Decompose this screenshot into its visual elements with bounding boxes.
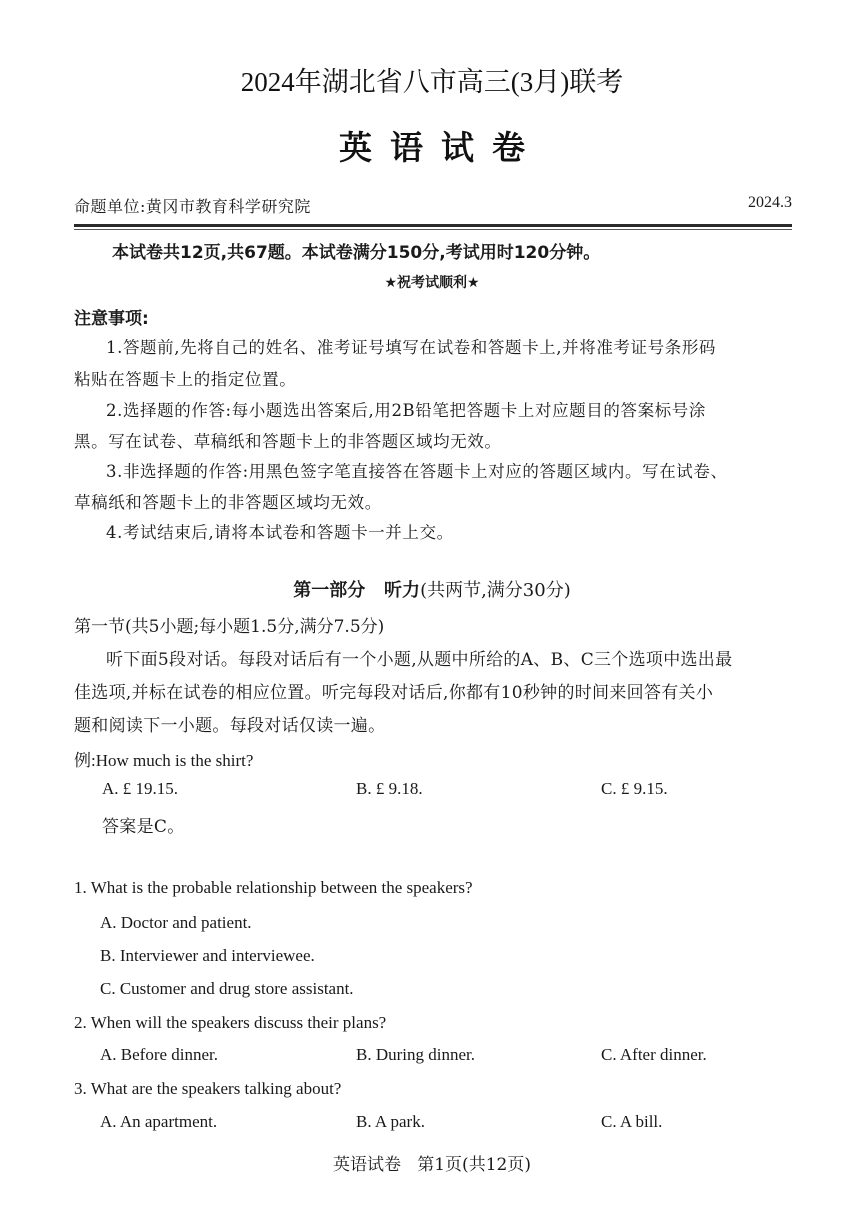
setter-unit: 命题单位:黄冈市教育科学研究院 <box>74 197 311 216</box>
question-1: 1. What is the probable relationship between the speakers? <box>74 878 473 897</box>
question-3: 3. What are the speakers talking about? <box>74 1079 342 1098</box>
example-option-b: B. £ 9.18. <box>356 779 423 798</box>
page-footer: 英语试卷 第1页(共12页) <box>333 1155 531 1175</box>
question-3-option-b[interactable]: B. A park. <box>356 1112 425 1131</box>
part-subtitle: (共两节,满分30分) <box>420 580 571 601</box>
question-3-option-c[interactable]: C. A bill. <box>601 1112 663 1131</box>
question-1-option-b[interactable]: B. Interviewer and interviewee. <box>100 946 315 965</box>
question-1-option-a[interactable]: A. Doctor and patient. <box>100 913 252 932</box>
notice-line: 粘贴在答题卡上的指定位置。 <box>74 370 297 389</box>
question-2-option-b[interactable]: B. During dinner. <box>356 1045 475 1064</box>
question-3-option-a[interactable]: A. An apartment. <box>100 1112 218 1131</box>
header-divider-thick <box>74 224 792 227</box>
example-option-c: C. £ 9.15. <box>601 779 668 798</box>
notice-line: 黑。写在试卷、草稿纸和答题卡上的非答题区域均无效。 <box>74 432 502 451</box>
exam-title: 2024年湖北省八市高三(3月)联考 <box>240 67 624 97</box>
subject-title: 英语试卷 <box>339 128 543 167</box>
example-prompt: 例:How much is the shirt? <box>74 751 254 770</box>
header-divider-thin <box>74 229 792 230</box>
instruction-line: 佳选项,并标在试卷的相应位置。听完每段对话后,你都有10秒钟的时间来回答有关小 <box>74 683 714 703</box>
section-heading: 第一节(共5小题;每小题1.5分,满分7.5分) <box>74 617 385 637</box>
instruction-line: 听下面5段对话。每段对话后有一个小题,从题中所给的A、B、C三个选项中选出最 <box>106 650 733 670</box>
part-title: 第一部分 听力 <box>293 580 421 601</box>
question-2: 2. When will the speakers discuss their plans? <box>74 1013 387 1032</box>
exam-summary: 本试卷共12页,共67题。本试卷满分150分,考试用时120分钟。 <box>112 243 601 263</box>
notice-heading: 注意事项: <box>74 309 149 329</box>
part-heading <box>0 576 864 602</box>
example-answer: 答案是C。 <box>102 817 185 837</box>
notice-line: 4.考试结束后,请将本试卷和答题卡一并上交。 <box>106 523 454 542</box>
instruction-line: 题和阅读下一小题。每段对话仅读一遍。 <box>74 716 386 736</box>
example-option-a: A. £ 19.15. <box>102 779 179 798</box>
notice-line: 1.答题前,先将自己的姓名、准考证号填写在试卷和答题卡上,并将准考证号条形码 <box>106 338 717 357</box>
notice-line: 2.选择题的作答:每小题选出答案后,用2B铅笔把答题卡上对应题目的答案标号涂 <box>106 401 706 420</box>
notice-line: 3.非选择题的作答:用黑色签字笔直接答在答题卡上对应的答题区域内。写在试卷、 <box>106 462 728 481</box>
exam-date: 2024.3 <box>748 194 792 211</box>
question-1-option-c[interactable]: C. Customer and drug store assistant. <box>100 979 354 998</box>
question-2-option-c[interactable]: C. After dinner. <box>601 1045 707 1064</box>
question-2-option-a[interactable]: A. Before dinner. <box>100 1045 219 1064</box>
blessing: ★祝考试顺利★ <box>384 275 480 291</box>
notice-line: 草稿纸和答题卡上的非答题区域均无效。 <box>74 493 382 512</box>
